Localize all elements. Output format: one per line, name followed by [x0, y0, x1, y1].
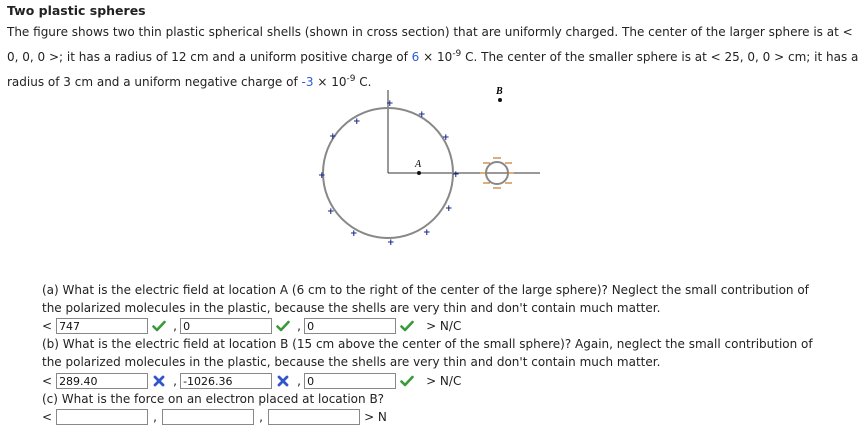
comma: ,	[297, 374, 301, 388]
plus-charge: +	[387, 238, 395, 248]
plus-charge: +	[318, 171, 326, 181]
intro-text: C.	[355, 75, 372, 89]
part-a-z-input[interactable]	[304, 318, 396, 334]
intro-line-1: The figure shows two thin plastic spherical shells (shown in cross section) that are uniformly charged. The center of the larger sphere is at <	[7, 25, 853, 39]
point-a-dot	[417, 171, 421, 175]
unit-label: > N/C	[426, 374, 462, 388]
label-a: A	[415, 159, 422, 170]
part-c-x-input[interactable]	[56, 409, 148, 425]
plus-charge: +	[452, 170, 460, 180]
problem-title: Two plastic spheres	[7, 3, 146, 18]
spheres-diagram	[300, 84, 560, 264]
open-bracket: <	[42, 319, 53, 333]
part-a-answer-row	[42, 317, 461, 335]
intro-text: 0, 0, 0 >; it has a radius of 12 cm and a uniform positive charge of	[7, 50, 412, 64]
intro-text: radius of 3 cm and a uniform negative charge of	[7, 75, 302, 89]
plus-charge: +	[329, 132, 337, 142]
intro-text: C. The center of the smaller sphere is at < 25, 0, 0 > cm; it has a	[461, 50, 859, 64]
part-a-y-input[interactable]	[180, 318, 272, 334]
charge-2-exponent: -9	[346, 74, 356, 84]
times-sign: ×	[423, 50, 434, 64]
unit-label: > N	[364, 410, 387, 424]
plus-charge: +	[327, 207, 335, 217]
plus-charge: +	[445, 204, 453, 214]
spheres-figure	[300, 84, 560, 264]
part-b-question: (b) What is the electric field at location B (15 cm above the center of the small sphere)? Again, neglect the small contribution of the polarized molecules in the plastic, because the shells are very thin and don't contain much matter.	[42, 337, 813, 369]
part-b-y-input[interactable]	[180, 373, 272, 389]
times-sign: ×	[317, 75, 328, 89]
part-a-question: (a) What is the electric field at location A (6 cm to the right of the center of the large sphere)? Neglect the small contribution of the polarized molecules in the plastic, because the shells are very thin and don't contain much matter.	[42, 283, 809, 315]
charge-2-mantissa: -3	[301, 75, 314, 89]
check-icon	[272, 318, 294, 334]
comma: ,	[153, 410, 157, 424]
part-c-question: (c) What is the force on an electron placed at location B?	[42, 392, 385, 406]
plus-charge: +	[418, 110, 426, 120]
check-icon	[396, 318, 418, 334]
check-icon	[148, 318, 170, 334]
cross-icon	[148, 373, 170, 389]
ten-base: 10	[331, 75, 347, 89]
part-c-y-input[interactable]	[162, 409, 254, 425]
plus-charge: +	[442, 133, 450, 143]
label-b: B	[496, 86, 503, 97]
comma: ,	[173, 319, 177, 333]
point-b-dot	[498, 98, 502, 102]
unit-label: > N/C	[426, 319, 462, 333]
charge-1-mantissa: 6	[411, 50, 420, 64]
comma: ,	[173, 374, 177, 388]
ten-base: 10	[437, 50, 453, 64]
part-a-x-input[interactable]	[56, 318, 148, 334]
part-b-z-input[interactable]	[304, 373, 396, 389]
plus-charge: +	[386, 99, 394, 109]
charge-1-exponent: -9	[452, 49, 462, 59]
intro-line-2	[7, 43, 859, 68]
comma: ,	[297, 319, 301, 333]
plus-charge: +	[423, 228, 431, 238]
part-c-answer-row	[42, 408, 387, 426]
cross-icon	[272, 373, 294, 389]
part-b-answer-row	[42, 372, 461, 390]
plus-charge: +	[350, 229, 358, 239]
comma: ,	[259, 410, 263, 424]
open-bracket: <	[42, 410, 53, 424]
part-b-x-input[interactable]	[56, 373, 148, 389]
check-icon	[396, 373, 418, 389]
problem-intro	[7, 21, 859, 93]
open-bracket: <	[42, 374, 53, 388]
part-c-z-input[interactable]	[268, 409, 360, 425]
plus-charge: +	[353, 117, 361, 127]
